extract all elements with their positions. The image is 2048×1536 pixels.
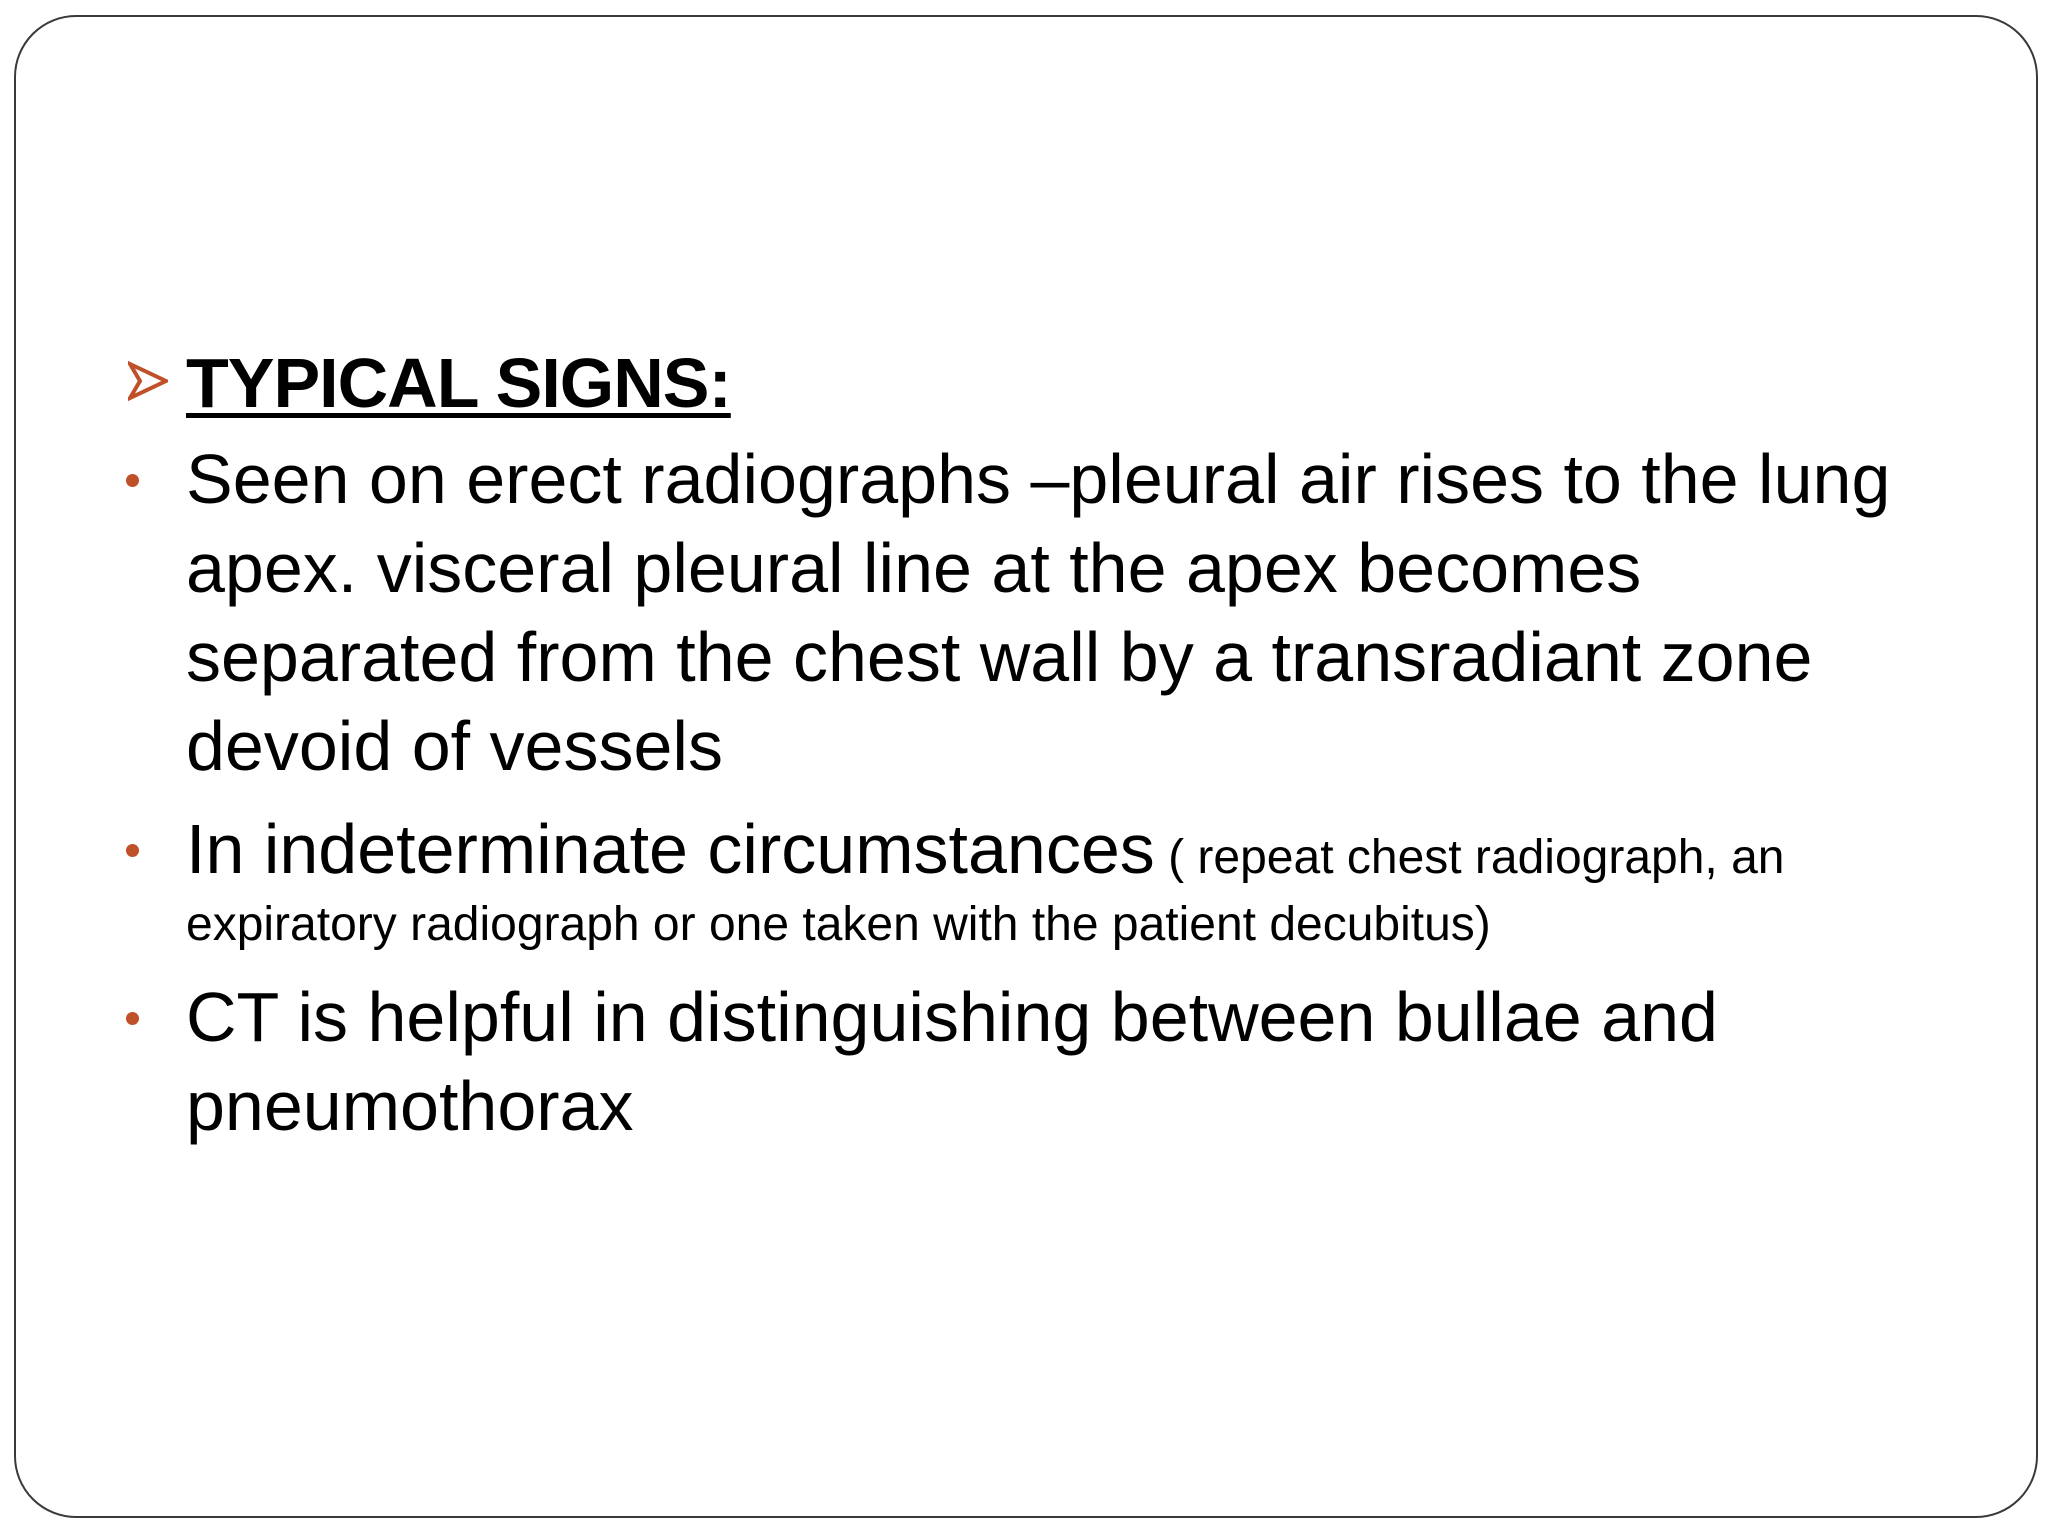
bullet-item-ct — [120, 973, 1960, 1151]
dot-icon — [126, 474, 139, 487]
arrowhead-right-icon — [128, 361, 168, 401]
bullet-text: In indeterminate circumstances — [186, 810, 1155, 888]
bullet-note: ( repeat chest radiograph, an expiratory radiograph or one taken with the patient decubitus) — [186, 831, 1785, 951]
bullet-text: Seen on erect radiographs –pleural air rises to the lung apex. visceral pleural line at the apex becomes separated from the chest wall by a transradiant zone devoid of vessels — [186, 440, 1891, 785]
slide-heading: TYPICAL SIGNS: — [186, 344, 731, 422]
dot-icon — [126, 844, 139, 857]
dot-icon — [126, 1012, 139, 1025]
slide-content — [120, 335, 1960, 1151]
bullet-text-block — [186, 805, 1960, 955]
bullet-text: CT is helpful in distinguishing between bullae and pneumothorax — [186, 978, 1718, 1145]
bullet-item-indeterminate — [120, 805, 1960, 955]
heading-row — [120, 335, 1960, 431]
bullet-item-erect-radiographs — [120, 435, 1960, 791]
